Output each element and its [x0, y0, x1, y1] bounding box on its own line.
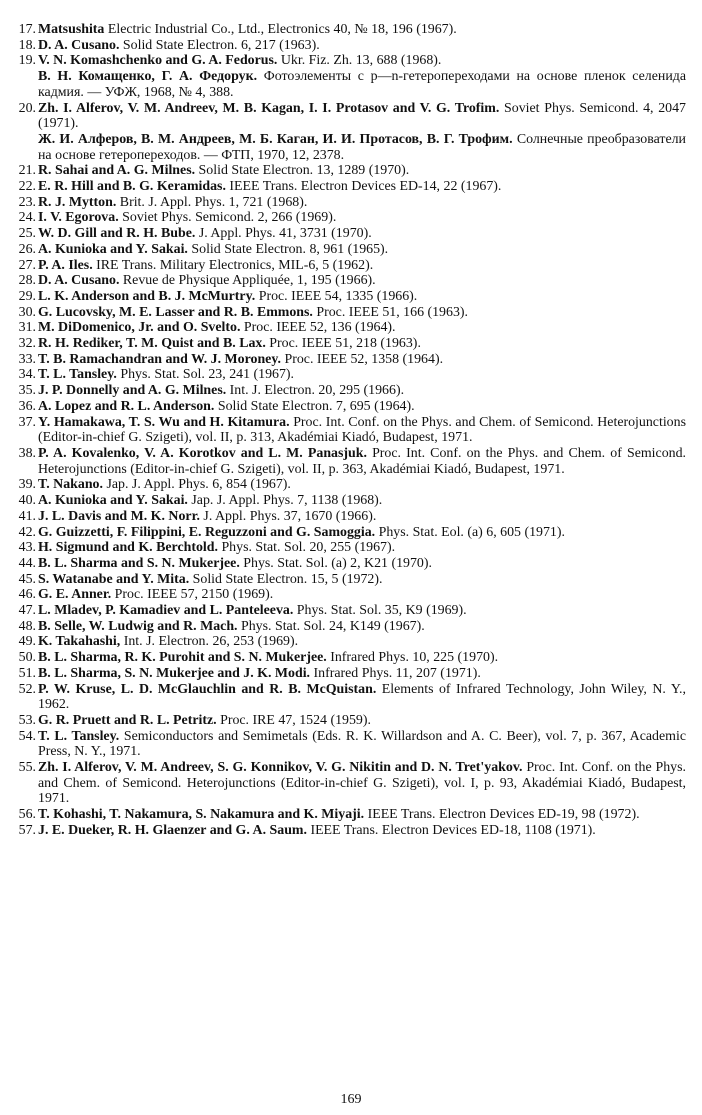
- reference-authors: B. L. Sharma, S. N. Mukerjee and J. K. Modi.: [38, 665, 311, 681]
- reference-number: 22.: [18, 179, 36, 195]
- reference-citation: Int. J. Electron. 20, 295 (1966).: [226, 383, 405, 399]
- reference-citation: Proc. Int. Conf. on the Phys. and Chem. of Semicond. Heterojunctions (Editor-in-chief G. Szigeti), vol. II, p. 363, Akadémiai Kiadó, Budapest, 1971.: [38, 445, 687, 477]
- reference-entry: [14, 367, 686, 383]
- reference-authors: H. Sigmund and K. Berchtold.: [38, 540, 218, 556]
- reference-authors: G. R. Pruett and R. L. Petritz.: [38, 712, 217, 728]
- reference-entry: [14, 22, 686, 38]
- reference-authors: L. Mladev, P. Kamadiev and L. Panteleeva.: [38, 603, 294, 619]
- reference-entry: [14, 289, 686, 305]
- reference-number: 54.: [18, 728, 36, 744]
- reference-number: 30.: [18, 304, 36, 320]
- reference-citation: Soviet Phys. Semicond. 4, 2047 (1971).: [38, 100, 686, 132]
- reference-number: 46.: [18, 587, 36, 603]
- reference-citation: Proc. IEEE 51, 166 (1963).: [312, 304, 468, 320]
- reference-entry: [14, 760, 686, 807]
- reference-authors: Zh. I. Alferov, V. M. Andreev, S. G. Konnikov, V. G. Nikitin and D. N. Tret'yakov.: [38, 760, 523, 776]
- reference-citation: Solid State Electron. 15, 5 (1972).: [189, 571, 383, 587]
- reference-citation: Infrared Phys. 10, 225 (1970).: [326, 650, 499, 666]
- reference-number: 28.: [18, 273, 36, 289]
- reference-citation: Proc. Int. Conf. on the Phys. and Chem. of Semicond. Heterojunctions (Editor-in-chief G. Szigeti), vol. II, p. 313, Akadémiai Kiadó, Budapest, 1971.: [38, 414, 686, 446]
- reference-authors: Zh. I. Alferov, V. M. Andreev, M. B. Kagan, I. I. Protasov and V. G. Trofim.: [38, 100, 500, 116]
- reference-authors: T. Nakano.: [38, 477, 103, 493]
- reference-authors: B. L. Sharma and S. N. Mukerjee.: [38, 555, 240, 571]
- reference-entry: [14, 603, 686, 619]
- reference-number: 39.: [18, 477, 36, 493]
- reference-entry: [14, 38, 686, 54]
- reference-authors: P. A. Kovalenko, V. A. Korotkov and L. M. Panasjuk.: [38, 445, 367, 461]
- reference-entry: [14, 823, 686, 839]
- reference-citation: Soviet Phys. Semicond. 2, 266 (1969).: [118, 210, 337, 226]
- reference-entry: [14, 682, 686, 713]
- reference-number: 18.: [18, 37, 36, 53]
- reference-entry: [14, 210, 686, 226]
- reference-citation: Solid State Electron. 7, 695 (1964).: [214, 398, 415, 414]
- reference-authors: M. DiDomenico, Jr. and O. Svelto.: [38, 320, 241, 336]
- reference-authors: T. Kohashi, T. Nakamura, S. Nakamura and K. Miyaji.: [38, 807, 365, 823]
- reference-number: 21.: [18, 163, 36, 179]
- reference-number: 27.: [18, 257, 36, 273]
- reference-number: 49.: [18, 634, 36, 650]
- reference-authors: V. N. Komashchenko and G. A. Fedorus.: [38, 53, 278, 69]
- reference-entry: [14, 179, 686, 195]
- reference-entry: [14, 69, 686, 100]
- reference-number: 29.: [18, 288, 36, 304]
- reference-number: 47.: [18, 603, 36, 619]
- reference-number: 57.: [18, 822, 36, 838]
- reference-entry: [14, 242, 686, 258]
- reference-entry: [14, 634, 686, 650]
- reference-authors: D. A. Cusano.: [38, 273, 120, 289]
- reference-citation: Phys. Stat. Sol. (a) 2, K21 (1970).: [239, 555, 432, 571]
- reference-authors: K. Takahashi,: [38, 634, 121, 650]
- reference-citation: Proc. Int. Conf. on the Phys. and Chem. of Semicond. Heterojunctions (Editor-in-chief G. Szigeti), vol. I, p. 93, Akadémiai Kiadó, Budapest, 1971.: [38, 760, 686, 807]
- reference-entry: [14, 477, 686, 493]
- reference-number: 41.: [18, 508, 36, 524]
- reference-number: 33.: [18, 351, 36, 367]
- reference-number: 25.: [18, 226, 36, 242]
- page-number: 169: [340, 1092, 362, 1107]
- reference-entry: [14, 352, 686, 368]
- reference-citation: Phys. Stat. Sol. 23, 241 (1967).: [116, 367, 295, 383]
- reference-number: 34.: [18, 367, 36, 383]
- reference-entry: [14, 399, 686, 415]
- reference-entry: [14, 650, 686, 666]
- reference-authors: P. A. Iles.: [38, 257, 93, 273]
- reference-authors: D. A. Cusano.: [38, 37, 120, 53]
- reference-citation: Proc. IEEE 52, 136 (1964).: [240, 320, 396, 336]
- reference-authors: G. Lucovsky, M. E. Lasser and R. B. Emmons.: [38, 304, 313, 320]
- reference-entry: [14, 273, 686, 289]
- reference-entry: [14, 540, 686, 556]
- reference-citation: Phys. Stat. Eol. (a) 6, 605 (1971).: [375, 524, 565, 540]
- reference-entry: [14, 556, 686, 572]
- reference-authors: Ж. И. Алферов, В. М. Андреев, М. Б. Каган, И. И. Протасов, В. Г. Трофим.: [38, 131, 513, 147]
- reference-citation: IEEE Trans. Electron Devices ED-14, 22 (1967).: [225, 179, 502, 195]
- reference-authors: P. W. Kruse, L. D. McGlauchlin and R. B. McQuistan.: [38, 681, 377, 697]
- reference-citation: Brit. J. Appl. Phys. 1, 721 (1968).: [116, 194, 308, 210]
- reference-number: 23.: [18, 194, 36, 210]
- reference-citation: Elements of Infrared Technology, John Wiley, N. Y., 1962.: [38, 681, 687, 713]
- reference-authors: T. B. Ramachandran and W. J. Moroney.: [38, 351, 282, 367]
- reference-number: 38.: [18, 445, 36, 461]
- reference-number: 44.: [18, 555, 36, 571]
- reference-number: 17.: [18, 22, 36, 37]
- reference-entry: [14, 807, 686, 823]
- reference-number: 20.: [18, 100, 36, 116]
- reference-number: 24.: [18, 210, 36, 226]
- reference-authors: B. L. Sharma, R. K. Purohit and S. N. Mukerjee.: [38, 650, 327, 666]
- reference-entry: [14, 415, 686, 446]
- reference-citation: Phys. Stat. Sol. 35, K9 (1969).: [293, 603, 467, 619]
- reference-authors: Y. Hamakawa, T. S. Wu and H. Kitamura.: [38, 414, 290, 430]
- reference-citation: Solid State Electron. 6, 217 (1963).: [119, 37, 320, 53]
- reference-citation: J. Appl. Phys. 41, 3731 (1970).: [195, 226, 372, 242]
- reference-authors: A. Kunioka and Y. Sakai.: [38, 493, 188, 509]
- reference-entry: [14, 226, 686, 242]
- reference-number: 42.: [18, 524, 36, 540]
- reference-citation: Int. J. Electron. 26, 253 (1969).: [120, 634, 299, 650]
- reference-authors: T. L. Tansley.: [38, 728, 120, 744]
- reference-authors: B. Selle, W. Ludwig and R. Mach.: [38, 618, 238, 634]
- reference-number: 40.: [18, 493, 36, 509]
- reference-entry: [14, 101, 686, 132]
- reference-number: 56.: [18, 807, 36, 823]
- reference-citation: Jap. J. Appl. Phys. 7, 1138 (1968).: [187, 493, 383, 509]
- reference-entry: [14, 525, 686, 541]
- reference-citation: Proc. IEEE 51, 218 (1963).: [265, 336, 421, 352]
- reference-authors: R. Sahai and A. G. Milnes.: [38, 163, 196, 179]
- reference-number: 19.: [18, 53, 36, 69]
- reference-number: 50.: [18, 650, 36, 666]
- reference-entry: [14, 572, 686, 588]
- reference-citation: Revue de Physique Appliquée, 1, 195 (1966).: [119, 273, 376, 289]
- reference-number: 53.: [18, 712, 36, 728]
- reference-list: [14, 22, 686, 839]
- reference-authors: J. E. Dueker, R. H. Glaenzer and G. A. Saum.: [38, 822, 307, 838]
- reference-number: 43.: [18, 540, 36, 556]
- reference-number: 26.: [18, 241, 36, 257]
- reference-number: 37.: [18, 414, 36, 430]
- reference-citation: IEEE Trans. Electron Devices ED-19, 98 (1972).: [364, 807, 640, 823]
- reference-citation: Proc. IEEE 54, 1335 (1966).: [255, 288, 418, 304]
- reference-authors: S. Watanabe and Y. Mita.: [38, 571, 190, 587]
- reference-entry: [14, 132, 686, 163]
- reference-number: 51.: [18, 665, 36, 681]
- reference-number: 31.: [18, 320, 36, 336]
- reference-citation: Proc. IEEE 57, 2150 (1969).: [111, 587, 274, 603]
- reference-authors: A. Kunioka and Y. Sakai.: [38, 241, 188, 257]
- reference-citation: Фотоэлементы с p—n-гетеропереходами на основе пленок селенида кадмия. — УФЖ, 1968, № 4, 388.: [38, 69, 687, 100]
- reference-citation: Electric Industrial Co., Ltd., Electronics 40, № 18, 196 (1967).: [104, 22, 457, 37]
- reference-citation: Ukr. Fiz. Zh. 13, 688 (1968).: [277, 53, 442, 69]
- reference-citation: Proc. IEEE 52, 1358 (1964).: [281, 351, 444, 367]
- reference-entry: [14, 305, 686, 321]
- reference-citation: Солнечные преобразователи на основе гетеропереходов. — ФТП, 1970, 12, 2378.: [38, 131, 686, 163]
- reference-authors: G. E. Anner.: [38, 587, 112, 603]
- reference-citation: Phys. Stat. Sol. 24, K149 (1967).: [237, 618, 425, 634]
- reference-number: 48.: [18, 618, 36, 634]
- reference-entry: [14, 336, 686, 352]
- reference-entry: [14, 195, 686, 211]
- reference-citation: Proc. IRE 47, 1524 (1959).: [216, 712, 371, 728]
- reference-authors: W. D. Gill and R. H. Bube.: [38, 226, 196, 242]
- reference-entry: [14, 729, 686, 760]
- reference-citation: IRE Trans. Military Electronics, MIL-6, 5 (1962).: [92, 257, 374, 273]
- reference-authors: I. V. Egorova.: [38, 210, 119, 226]
- reference-authors: A. Lopez and R. L. Anderson.: [38, 398, 215, 414]
- reference-citation: Phys. Stat. Sol. 20, 255 (1967).: [217, 540, 396, 556]
- reference-entry: [14, 509, 686, 525]
- reference-entry: [14, 666, 686, 682]
- reference-citation: Jap. J. Appl. Phys. 6, 854 (1967).: [102, 477, 291, 493]
- reference-number: 36.: [18, 398, 36, 414]
- reference-number: 45.: [18, 571, 36, 587]
- reference-authors: R. H. Rediker, T. M. Quist and B. Lax.: [38, 336, 266, 352]
- reference-citation: Infrared Phys. 11, 207 (1971).: [310, 665, 481, 681]
- reference-citation: Solid State Electron. 13, 1289 (1970).: [195, 163, 410, 179]
- reference-entry: [14, 320, 686, 336]
- reference-entry: [14, 53, 686, 69]
- reference-citation: IEEE Trans. Electron Devices ED-18, 1108 (1971).: [306, 822, 596, 838]
- reference-entry: [14, 493, 686, 509]
- reference-authors: G. Guizzetti, F. Filippini, E. Reguzzoni and G. Samoggia.: [38, 524, 376, 540]
- reference-citation: Semiconductors and Semimetals (Eds. R. K. Willardson and A. C. Beer), vol. 7, p. 367, Academic Press, N. Y., 1971.: [38, 728, 686, 760]
- reference-number: 35.: [18, 383, 36, 399]
- reference-number: 52.: [18, 681, 36, 697]
- reference-entry: [14, 619, 686, 635]
- reference-authors: J. P. Donnelly and A. G. Milnes.: [38, 383, 227, 399]
- reference-authors: Matsushita: [38, 22, 105, 37]
- reference-citation: Solid State Electron. 8, 961 (1965).: [187, 241, 389, 257]
- reference-authors: L. K. Anderson and B. J. McMurtry.: [38, 288, 256, 304]
- reference-authors: J. L. Davis and M. K. Norr.: [38, 508, 200, 524]
- reference-authors: В. Н. Комащенко, Г. А. Федорук.: [38, 69, 258, 85]
- reference-authors: E. R. Hill and B. G. Keramidas.: [38, 179, 226, 195]
- reference-entry: [14, 587, 686, 603]
- reference-entry: [14, 713, 686, 729]
- reference-number: 32.: [18, 336, 36, 352]
- reference-number: 55.: [18, 760, 36, 776]
- reference-authors: T. L. Tansley.: [38, 367, 117, 383]
- reference-entry: [14, 383, 686, 399]
- reference-entry: [14, 446, 686, 477]
- reference-citation: J. Appl. Phys. 37, 1670 (1966).: [199, 508, 377, 524]
- reference-authors: R. J. Mytton.: [38, 194, 117, 210]
- reference-entry: [14, 258, 686, 274]
- reference-entry: [14, 163, 686, 179]
